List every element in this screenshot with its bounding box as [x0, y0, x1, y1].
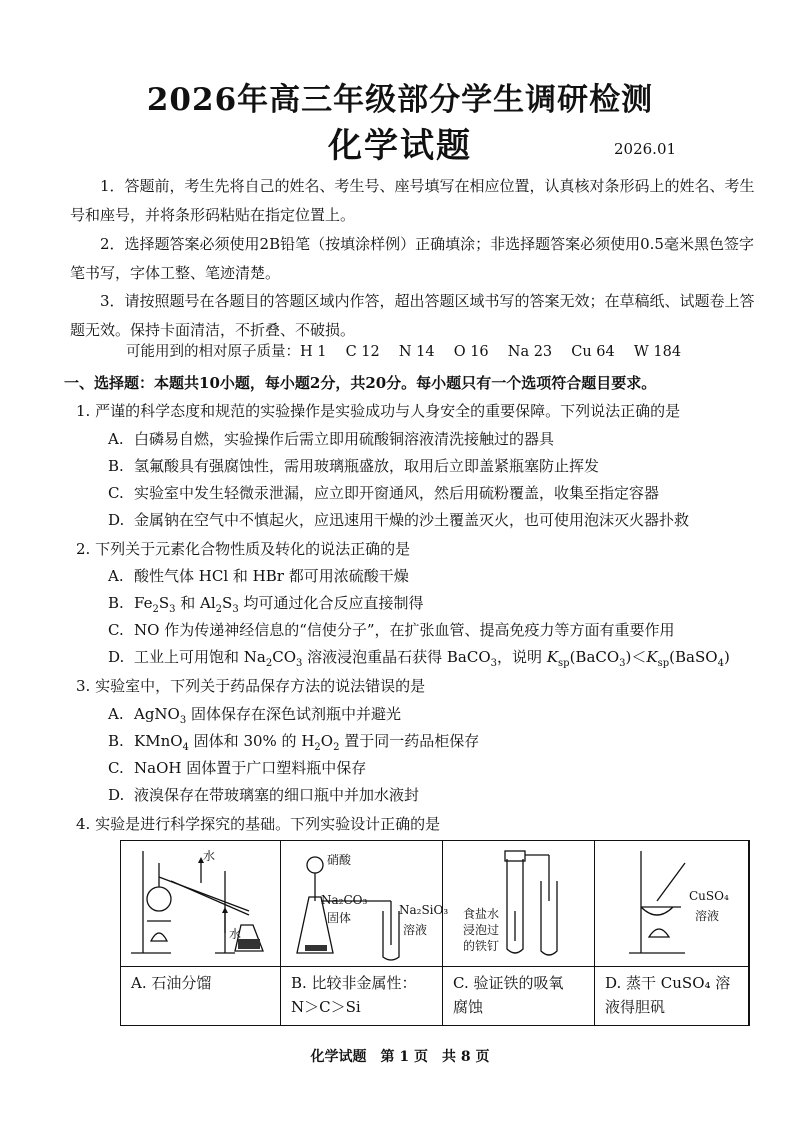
q3-option-a: A. AgNO$_3$ 固体保存在深色试剂瓶中并避光: [108, 705, 402, 726]
page-footer: 化学试题 第 1 页 共 8 页: [310, 1049, 490, 1065]
label-water-in: 水: [229, 927, 242, 941]
label-solution-d: 溶液: [695, 909, 720, 923]
notice-item-2: 2．选择题答案必须使用2B铅笔（按填涂样例）正确填涂；非选择题答案必须使用0.5毫米黑色签字笔书写，字体工整、笔迹清楚。: [70, 235, 754, 282]
q3-option-b: B. KMnO$_4$ 固体和 30% 的 $H_2O_2$ 置于同一药品柜保存: [108, 732, 480, 753]
q2-option-a: A. 酸性气体 HCl 和 HBr 都可用浓硫酸干燥: [108, 567, 409, 585]
q2-option-c: C. NO 作为传递神经信息的“信使分子”，在扩张血管、提高免疫力等方面有重要作用: [108, 621, 675, 639]
q1-option-b: B. 氢氟酸具有强腐蚀性，需用玻璃瓶盛放，取用后立即盖紧瓶塞防止挥发: [108, 457, 600, 475]
label-nitric-acid: 硝酸: [327, 853, 352, 867]
q1-option-c: C. 实验室中发生轻微汞泄漏，应立即开窗通风，然后用硫粉覆盖，收集至指定容器: [108, 484, 660, 502]
experiment-cell-a: [121, 841, 281, 1025]
exam-title: 2026年高三年级部分学生调研检测: [146, 82, 654, 118]
atomic-masses: 可能用到的相对原子质量：H 1 C 12 N 14 O 16 Na 23 Cu 64 W 184: [126, 344, 682, 360]
label-water-out: 水: [203, 849, 216, 863]
caption-d: D. 蒸干 CuSO₄ 溶 液得胆矾: [605, 974, 731, 1016]
label-na2co3: Na₂CO₃: [321, 893, 368, 907]
notice-item-1: 1．答题前，考生先将自己的姓名、考生号、座号填写在相应位置，认真核对条形码上的姓名、考生号和座号，并将条形码粘贴在指定位置上。: [70, 177, 755, 224]
label-cuso4: CuSO₄: [689, 889, 729, 903]
subject-title: 化学试题: [328, 126, 472, 166]
experiment-cell-d: [595, 841, 749, 1025]
notice-item-3: 3．请按照题号在各题目的答题区域内作答，超出答题区域书写的答案无效；在草稿纸、试题卷上答题无效。保持卡面清洁，不折叠、不破损。: [70, 292, 755, 339]
question-4-stem: 4. 实验是进行科学探究的基础。下列实验设计正确的是: [76, 815, 441, 833]
question-3-stem: 3. 实验室中，下列关于药品保存方法的说法错误的是: [76, 677, 426, 695]
label-soaked: 浸泡过: [463, 923, 500, 937]
section-heading: 一、选择题：本题共10小题，每小题2分，共20分。每小题只有一个选项符合题目要求。: [64, 374, 657, 392]
experiment-cell-b: [281, 841, 449, 1025]
q3-option-d: D. 液溴保存在带玻璃塞的细口瓶中并加水液封: [108, 786, 420, 804]
label-salt-water: 食盐水: [463, 907, 500, 921]
experiment-table: [120, 840, 750, 1026]
q2-option-d: D. 工业上可用饱和 $Na_2CO_3$ 溶液浸泡重晶石获得 BaCO$_3$，说明 $K_{sp}(BaCO_3)<K_{sp}(BaSO_4)$: [108, 648, 730, 669]
caption-c: C. 验证铁的吸氧 腐蚀: [453, 974, 564, 1016]
question-1-stem: 1. 严谨的科学态度和规范的实验操作是实验成功与人身安全的重要保障。下列说法正确的是: [76, 402, 681, 420]
exam-date: 2026.01: [614, 140, 677, 158]
experiment-cell-c: [443, 841, 595, 1025]
q1-option-a: A. 白磷易自燃，实验操作后需立即用硫酸铜溶液清洗接触过的器具: [108, 430, 555, 448]
q1-option-d: D. 金属钠在空气中不慎起火，应迅速用干燥的沙土覆盖灭火，也可使用泡沫灭火器扑救: [108, 511, 690, 529]
distillation-apparatus-icon: [121, 841, 279, 965]
caption-b: B. 比较非金属性： N＞C＞Si: [291, 974, 417, 1016]
question-2-stem: 2. 下列关于元素化合物性质及转化的说法正确的是: [76, 540, 411, 558]
evaporation-apparatus-icon: [595, 841, 747, 965]
q2-option-b: B. $Fe_2S_3$ 和 $Al_2S_3$ 均可通过化合反应直接制得: [108, 594, 424, 615]
table-divider: [121, 966, 749, 967]
label-na2sio3: Na₂SiO₃: [399, 903, 449, 917]
label-iron-nail: 的铁钉: [463, 939, 500, 953]
label-solid: 固体: [327, 911, 352, 925]
q3-option-c: C. NaOH 固体置于广口塑料瓶中保存: [108, 759, 367, 777]
label-solution-b: 溶液: [403, 923, 428, 937]
caption-a: A. 石油分馏: [131, 974, 212, 992]
